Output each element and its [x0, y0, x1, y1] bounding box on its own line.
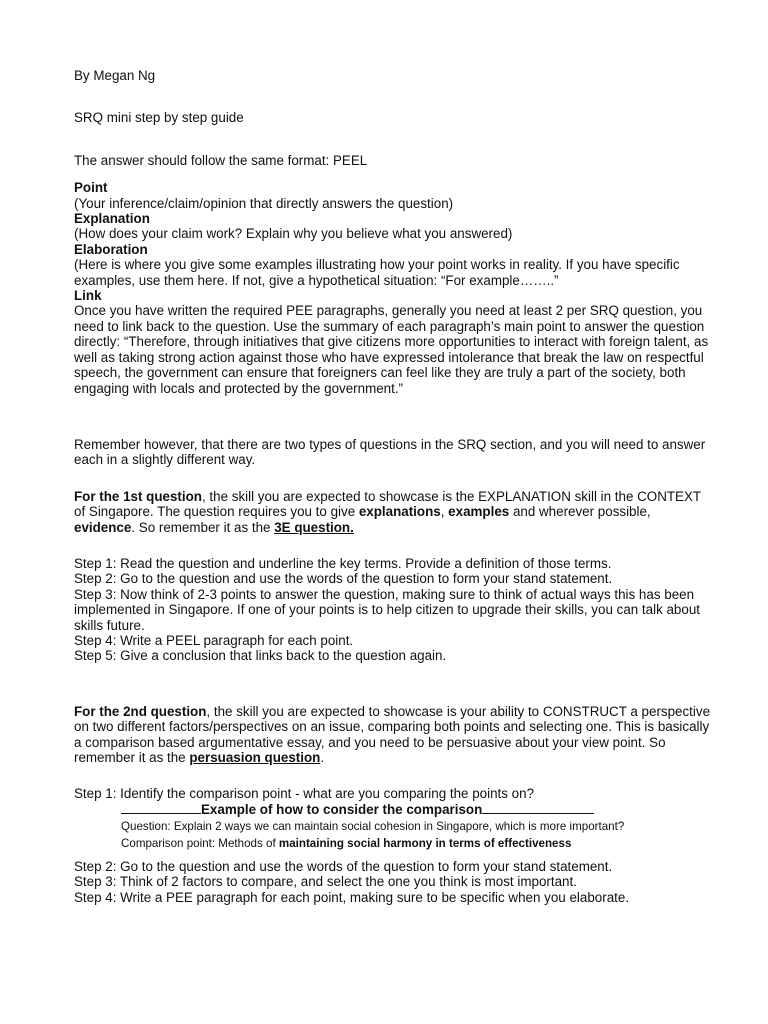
second-question-paragraph — [74, 704, 714, 766]
comparison-point-label: Comparison point: Methods of — [121, 836, 279, 850]
first-question-lead: For the 1st question — [74, 488, 202, 504]
3e-question-name: 3E question. — [274, 519, 354, 535]
second-question-lead: For the 2nd question — [74, 703, 207, 719]
list-item: Step 1: Identify the comparison point - what are you comparing the points on? — [74, 786, 535, 802]
first-question-text-1: , the skill you are expected to showcase is the EXPLANATION skill in the CONTEXT of Singapore. The question requires you to give — [74, 488, 701, 520]
persuasion-question-name: persuasion question — [189, 750, 321, 765]
explanations-term: explanations — [358, 504, 441, 520]
second-question-text-1: , the skill you are expected to showcase is your ability to CONSTRUCT a perspective on two different factors/perspectives on an issue, comparing both points and selecting one. This is basically a comparison based argumentative essay, and you need to be persuasive about your view point. So remember it as the — [74, 703, 711, 765]
example-heading-text: Example of how to consider the comparison — [201, 801, 483, 817]
examples-term: examples — [448, 504, 510, 520]
list-item: Step 4: Write a PEEL paragraph for each point. — [74, 632, 354, 648]
first-question-sep: , — [440, 504, 449, 520]
point-description: (Your inference/claim/opinion that directly answers the question) — [74, 195, 454, 211]
second-question-steps — [74, 859, 714, 905]
list-item: Step 4: Write a PEE paragraph for each point, making sure to be specific when you elaborate. — [74, 889, 630, 905]
list-item: Step 2: Go to the question and use the words of the question to form your stand statement. — [74, 858, 613, 874]
intro-line: The answer should follow the same format: PEEL — [74, 152, 368, 168]
first-question-steps — [74, 556, 714, 664]
link-heading: Link — [74, 288, 102, 304]
blank-line-left — [121, 802, 201, 814]
blank-line-right — [482, 802, 594, 814]
example-box — [74, 818, 714, 852]
list-item: Step 3: Now think of 2-3 points to answer the question, making sure to think of actual ways this has been implemented in Singapore. If one of your points is to help citizen to upgrade their skills, you can talk about skills future. — [74, 586, 700, 633]
list-item: Step 1: Read the question and underline the key terms. Provide a definition of those terms. — [74, 555, 612, 571]
comparison-point-value: maintaining social harmony in terms of effectiveness — [278, 836, 572, 850]
comparison-step — [74, 786, 714, 851]
comparison-point — [121, 835, 714, 852]
explanation-description: (How does your claim work? Explain why you believe what you answered) — [74, 226, 513, 242]
first-question-text-2: and wherever possible, — [509, 504, 651, 520]
author-line: By Megan Ng — [74, 68, 156, 83]
point-heading: Point — [74, 180, 108, 196]
evidence-term: evidence — [74, 519, 132, 535]
first-question-text-3: . So remember it as the — [131, 519, 275, 535]
list-item: Step 5: Give a conclusion that links back to the question again. — [74, 648, 447, 664]
document-page — [74, 68, 714, 905]
first-question-paragraph — [74, 489, 714, 535]
peel-section — [74, 180, 714, 396]
second-question-text-2: . — [320, 750, 325, 765]
link-description: Once you have written the required PEE paragraphs, generally you need at least 2 per SRQ question, you need to link back to the question. Use the summary of each paragraph’s main point to answer the question directly: “Therefore, through initiatives that give citizens more opportunities to interact with foreign talent, as well as taking strong action against those who have expressed intolerance that break the law on respectful speech, the government can ensure that foreigners can feel like they are truly a part of the society, both engaging with locals and protected by the government.” — [74, 303, 709, 396]
explanation-heading: Explanation — [74, 211, 150, 227]
example-question: Question: Explain 2 ways we can maintain social cohesion in Singapore, which is more important? — [121, 819, 625, 833]
elaboration-description: (Here is where you give some examples illustrating how your point works in reality. If you have specific examples, use them here. If not, give a hypothetical situation: “For example……..” — [74, 257, 680, 288]
list-item: Step 3: Think of 2 factors to compare, and select the one you think is most important. — [74, 874, 577, 890]
list-item: Step 2: Go to the question and use the words of the question to form your stand statement. — [74, 571, 613, 587]
reminder-paragraph: Remember however, that there are two types of questions in the SRQ section, and you will need to answer each in a slightly different way. — [74, 436, 706, 468]
elaboration-heading: Elaboration — [74, 241, 148, 257]
example-heading — [74, 802, 714, 818]
document-title: SRQ mini step by step guide — [74, 110, 244, 126]
